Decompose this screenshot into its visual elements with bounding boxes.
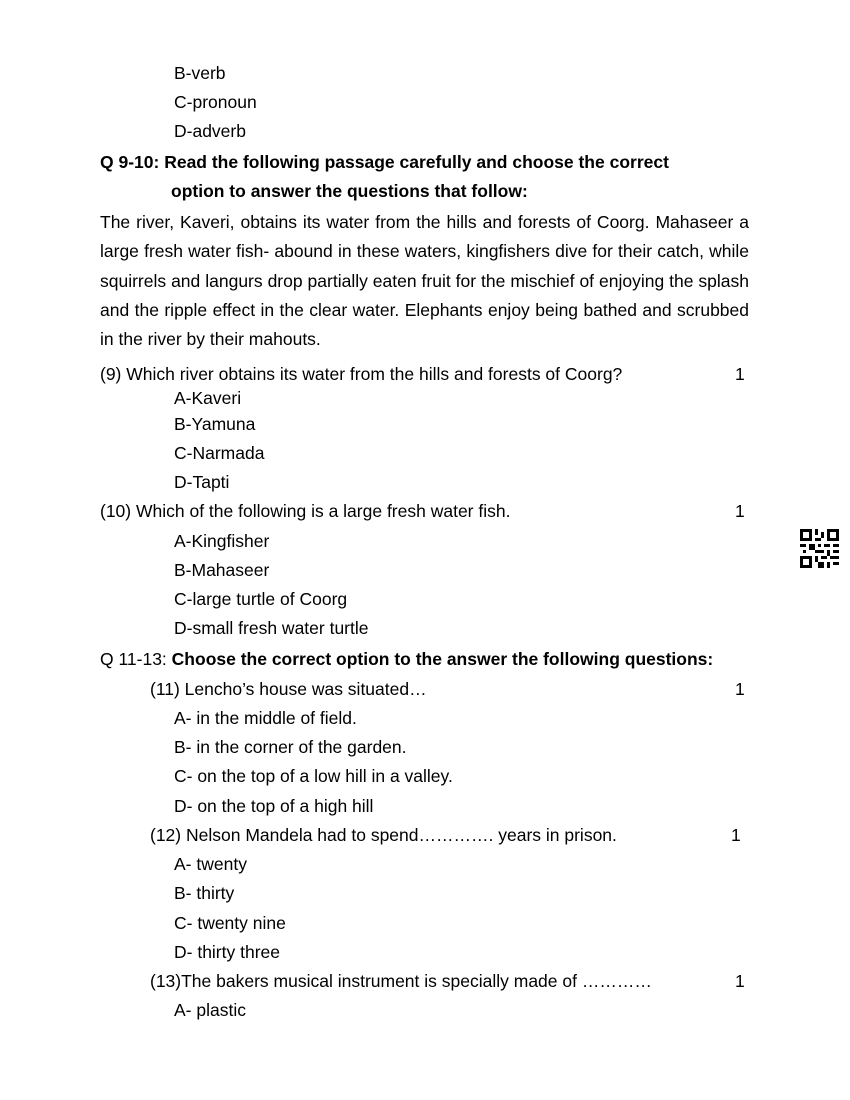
q11-option-d: D- on the top of a high hill	[174, 796, 374, 816]
section-instruction: Choose the correct option to the answer the following questions:	[171, 649, 714, 669]
question-11-marks: 1	[735, 679, 745, 699]
q12-option-b: B- thirty	[174, 883, 235, 903]
q9-option-d: D-Tapti	[174, 472, 230, 492]
question-9-marks: 1	[735, 364, 745, 384]
q11-option-c: C- on the top of a low hill in a valley.	[174, 766, 453, 786]
q10-option-b: B-Mahaseer	[174, 560, 270, 580]
q11-option-b: B- in the corner of the garden.	[174, 737, 407, 757]
q9-option-a: A-Kaveri	[174, 388, 242, 408]
question-10-marks: 1	[735, 501, 745, 521]
section-9-10-heading	[100, 151, 669, 173]
section-instruction: Read the following passage carefully and choose the correct	[164, 152, 669, 172]
q9-option-c: C-Narmada	[174, 443, 265, 463]
section-9-10-heading-cont: option to answer the questions that follow:	[171, 181, 528, 201]
section-label: Q 11-13:	[100, 649, 167, 669]
q10-option-c: C-large turtle of Coorg	[174, 589, 348, 609]
section-11-13-heading	[100, 648, 713, 670]
option-d-adverb: D-adverb	[174, 121, 246, 141]
question-12-marks: 1	[731, 825, 741, 845]
q9-option-b: B-Yamuna	[174, 414, 256, 434]
q13-option-a: A- plastic	[174, 1000, 246, 1020]
question-12: (12) Nelson Mandela had to spend…………. years in prison.	[150, 825, 617, 845]
reading-passage: The river, Kaveri, obtains its water from the hills and forests of Coorg. Mahaseer a large fresh water fish- abound in these waters, kingfishers dive for their catch, while squirrels and langurs drop partially eaten fruit for the mischief of enjoying the splash and the ripple effect in the clear water. Elephants enjoy being bathed and scrubbed in the river by their mahouts.	[100, 212, 749, 350]
qr-code-icon	[800, 529, 839, 568]
question-10: (10) Which of the following is a large fresh water fish.	[100, 501, 511, 521]
q10-option-a: A-Kingfisher	[174, 531, 270, 551]
question-13: (13)The bakers musical instrument is specially made of …………	[150, 971, 652, 991]
option-b-verb: B-verb	[174, 63, 226, 83]
question-13-marks: 1	[735, 971, 745, 991]
q12-option-a: A- twenty	[174, 854, 247, 874]
question-9: (9) Which river obtains its water from the hills and forests of Coorg?	[100, 364, 623, 384]
q12-option-c: C- twenty nine	[174, 913, 286, 933]
option-c-pronoun: C-pronoun	[174, 92, 257, 112]
section-label: Q 9-10:	[100, 152, 160, 172]
question-11: (11) Lencho’s house was situated…	[150, 679, 427, 699]
q10-option-d: D-small fresh water turtle	[174, 618, 369, 638]
q12-option-d: D- thirty three	[174, 942, 280, 962]
q11-option-a: A- in the middle of field.	[174, 708, 357, 728]
